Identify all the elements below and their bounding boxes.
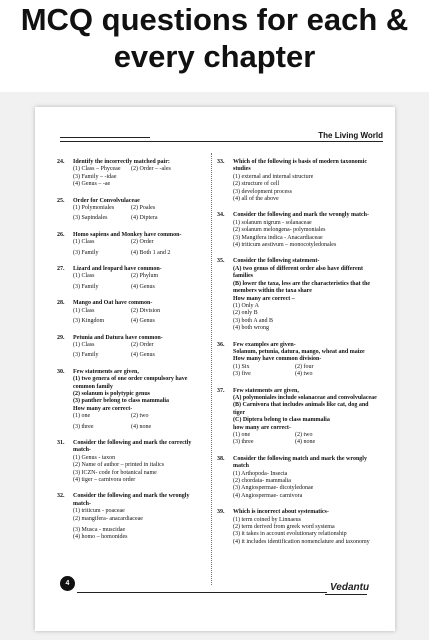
answer-option: (1) Arthopoda- Insecta bbox=[233, 470, 288, 477]
question-item bbox=[217, 388, 377, 447]
answer-option: (3) Musca - muscidae bbox=[73, 527, 126, 534]
answer-option: (4) Genus bbox=[131, 318, 155, 325]
answer-option: (2) Order – -ales bbox=[131, 166, 171, 173]
answer-option: (1) external and internal structure bbox=[233, 173, 314, 180]
answer-option: (4) all of the above bbox=[233, 196, 279, 203]
answer-option: (2) mangifera- anacardiaceae bbox=[73, 515, 143, 522]
answer-option: (4) tiger – carnivora order bbox=[73, 477, 136, 483]
question-item bbox=[217, 212, 377, 249]
promo-banner bbox=[0, 0, 429, 92]
statement-line: (C) Diptera belong to class mammalia bbox=[233, 417, 330, 424]
answer-option: (3) Family bbox=[73, 249, 99, 256]
question-stem: Consider the following statement- bbox=[233, 258, 320, 265]
answer-option: (3) Angiospermae- dicotyledonae bbox=[233, 485, 314, 492]
column-divider bbox=[211, 153, 212, 585]
answer-option: (3) it takes in account evolutionary relationship bbox=[233, 531, 347, 538]
answer-option: (2) Division bbox=[131, 307, 161, 314]
answer-option: (4) Genus bbox=[131, 283, 155, 290]
answer-option: (1) Only A bbox=[233, 302, 259, 309]
banner-line-2: every chapter bbox=[113, 39, 316, 74]
question-stem: Consider the following and mark the wrongly match- bbox=[233, 212, 369, 219]
question-number: 26. bbox=[57, 231, 65, 238]
answer-option: (3) Family – -idae bbox=[73, 173, 117, 180]
question-item bbox=[217, 159, 377, 203]
statement-line: How many are correct – bbox=[233, 295, 295, 302]
question-item bbox=[57, 493, 207, 541]
question-stem: Few statements are given, bbox=[73, 368, 139, 375]
question-number: 38. bbox=[217, 455, 225, 462]
statement-line: (B) lower the taxa, less are the characteristics that the members within the taxa share bbox=[233, 280, 371, 295]
answer-option: (1) solanum nigrum - solanaceae bbox=[233, 219, 312, 226]
answer-option: (3) five bbox=[233, 371, 251, 378]
question-stem: Consider the following and mark the correctly match- bbox=[73, 439, 192, 454]
answer-option: (1) Class bbox=[73, 307, 95, 314]
worksheet-page bbox=[35, 107, 395, 631]
question-item bbox=[217, 456, 377, 500]
answer-option: (1) one bbox=[73, 413, 91, 420]
question-stem: Homo sapiens and Monkey have common- bbox=[73, 231, 182, 238]
statement-line: (B) Carnivora that includes animals like cat, dog and tiger bbox=[233, 402, 369, 416]
answer-option: (4) Diptera bbox=[131, 215, 158, 222]
statement-line: Solanum, petunia, datura, mango, wheat and maize bbox=[233, 348, 365, 355]
question-item bbox=[57, 335, 207, 360]
banner-line-1: MCQ questions for each & bbox=[20, 2, 409, 37]
footer-rule bbox=[77, 592, 327, 593]
question-number: 29. bbox=[57, 334, 65, 341]
statement-line: (1) two genera of one order compulsory have common family bbox=[73, 376, 188, 390]
question-number: 24. bbox=[57, 159, 65, 165]
question-stem: Consider the following and mark the wrongly match- bbox=[73, 493, 190, 507]
answer-option: (4) Genus bbox=[131, 352, 155, 359]
question-number: 32. bbox=[57, 493, 65, 500]
question-item bbox=[57, 369, 207, 431]
header-rule-short bbox=[60, 137, 150, 138]
statement-line: (2) solanum is polytypic genus bbox=[73, 390, 151, 397]
answer-option: (3) three bbox=[73, 423, 94, 430]
answer-option: (3) ICZN- code for botanical name bbox=[73, 469, 157, 476]
answer-option: (3) both A and B bbox=[233, 317, 273, 324]
question-stem: Which of the following is basis of modern taxonomic studies bbox=[233, 159, 368, 173]
question-number: 33. bbox=[217, 159, 225, 165]
answer-option: (4) none bbox=[295, 439, 316, 446]
question-number: 35. bbox=[217, 258, 225, 265]
header-rule bbox=[60, 141, 383, 142]
question-stem: Lizard and leopard have common- bbox=[73, 266, 162, 273]
answer-option: (1) Class bbox=[73, 273, 95, 280]
logo-underline bbox=[325, 594, 367, 595]
question-stem: Consider the following match and mark the wrongly match bbox=[233, 455, 367, 470]
answer-option: (2) Order bbox=[131, 239, 154, 246]
answer-option: (2) two bbox=[131, 413, 149, 420]
vedantu-logo: Vedantu bbox=[330, 582, 370, 593]
question-item bbox=[57, 232, 207, 257]
answer-option: (1) Polymoniales bbox=[73, 205, 115, 212]
question-item bbox=[57, 440, 207, 484]
question-item bbox=[57, 198, 207, 223]
answer-option: (2) Poales bbox=[131, 205, 156, 212]
answer-option: (2) Order bbox=[131, 341, 154, 348]
answer-option: (1) term coined by Linnaeus bbox=[233, 516, 301, 523]
answer-option: (1) triticum - poaceae bbox=[73, 508, 125, 515]
answer-option: (4) both wrong bbox=[233, 325, 269, 332]
answer-option: (4) it includes identification nomenclature and taxonomy bbox=[233, 538, 370, 545]
statement-line: (3) panther belong to class mammalia bbox=[73, 398, 170, 405]
question-stem: Order for Convolvulaceae bbox=[73, 197, 140, 204]
answer-option: (4) homo – homonides bbox=[73, 534, 128, 541]
answer-option: (2) two bbox=[295, 432, 313, 438]
statement-line: How many have common division- bbox=[233, 356, 322, 363]
answer-option: (1) Class bbox=[73, 239, 95, 246]
right-column bbox=[217, 159, 377, 555]
answer-option: (1) Genus - taxon bbox=[73, 454, 116, 461]
question-number: 39. bbox=[217, 509, 225, 516]
question-item bbox=[57, 159, 207, 189]
question-number: 27. bbox=[57, 266, 65, 273]
answer-option: (3) Family bbox=[73, 283, 99, 290]
question-stem: Identify the incorrectly matched pair: bbox=[73, 159, 170, 165]
answer-option: (4) Angiospermae- carnivora bbox=[233, 492, 303, 499]
answer-option: (2) structure of cell bbox=[233, 181, 280, 188]
question-stem: Few statements are given, bbox=[233, 387, 299, 394]
answer-option: (4) Genus – -ae bbox=[73, 181, 111, 188]
answer-option: (4) two bbox=[295, 371, 313, 378]
answer-option: (2) Phylum bbox=[131, 273, 159, 280]
question-stem: Which is incorrect about systematics- bbox=[233, 509, 329, 516]
answer-option: (1) Six bbox=[233, 363, 250, 370]
question-item bbox=[217, 342, 377, 379]
answer-option: (2) chordata- mammalia bbox=[233, 478, 291, 485]
answer-option: (3) Family bbox=[73, 352, 99, 359]
answer-option: (2) only B bbox=[233, 310, 258, 317]
answer-option: (4) none bbox=[131, 423, 152, 430]
question-stem: Petunia and Datura have common- bbox=[73, 334, 163, 341]
left-column bbox=[57, 159, 207, 551]
page-number: 4 bbox=[60, 576, 75, 591]
answer-option: (4) Both 1 and 2 bbox=[131, 249, 171, 256]
statement-line: how many are correct- bbox=[233, 424, 291, 431]
answer-option: (4) triticum aestivum – monocotyledonales bbox=[233, 242, 337, 249]
answer-option: (2) term derived from greek word systema bbox=[233, 524, 335, 531]
answer-option: (3) Mangifera indica - Anacardiaceae bbox=[233, 234, 323, 241]
answer-option: (2) solanum melongena- polymoniales bbox=[233, 227, 326, 234]
answer-option: (1) one bbox=[233, 432, 251, 438]
statement-line: (A) polymoniales include solanaceae and convolvulaceae bbox=[233, 394, 377, 401]
question-stem: Few examples are given- bbox=[233, 341, 296, 348]
answer-option: (3) Sapindales bbox=[73, 215, 108, 222]
answer-option: (1) Class bbox=[73, 341, 95, 348]
statement-line: How many are correct- bbox=[73, 405, 133, 412]
question-number: 37. bbox=[217, 387, 225, 394]
answer-option: (2) Name of author – printed in italics bbox=[73, 462, 165, 469]
question-number: 25. bbox=[57, 197, 65, 204]
question-number: 31. bbox=[57, 439, 65, 446]
question-item bbox=[57, 266, 207, 291]
question-number: 36. bbox=[217, 341, 225, 348]
answer-option: (3) three bbox=[233, 439, 254, 446]
question-item bbox=[217, 509, 377, 546]
answer-option: (3) development process bbox=[233, 188, 292, 195]
answer-option: (3) Kingdom bbox=[73, 318, 105, 325]
chapter-title: The Living World bbox=[318, 131, 383, 140]
question-item bbox=[217, 258, 377, 332]
question-number: 30. bbox=[57, 368, 65, 375]
question-number: 28. bbox=[57, 300, 65, 307]
statement-line: (A) two genus of different order also have different families bbox=[233, 265, 363, 280]
answer-option: (1) Class – Phyceae bbox=[73, 166, 121, 173]
answer-option: (2) four bbox=[295, 363, 314, 370]
question-number: 34. bbox=[217, 212, 225, 219]
question-item bbox=[57, 300, 207, 325]
question-stem: Mango and Oat have common- bbox=[73, 300, 153, 307]
